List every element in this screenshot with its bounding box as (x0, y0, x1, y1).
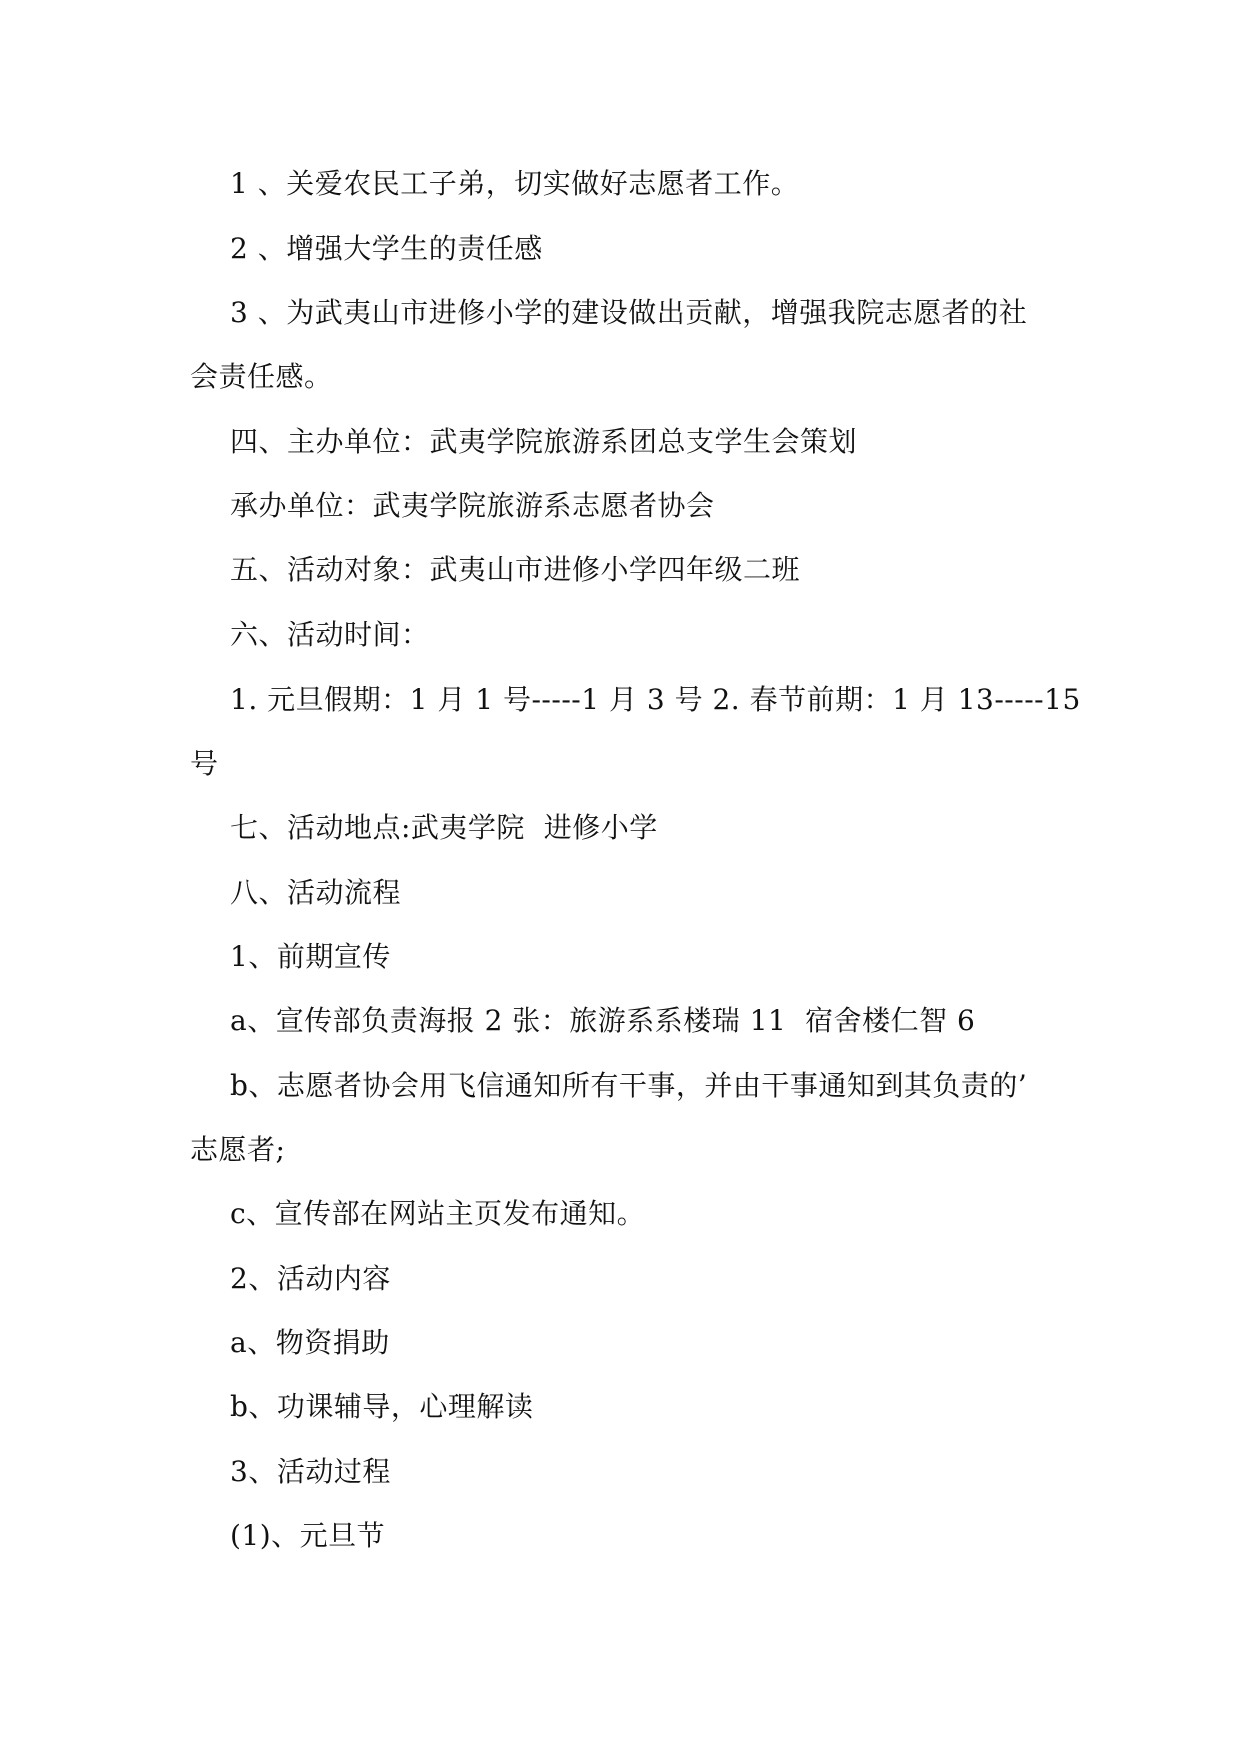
content-item-a: a、物资捐助 (230, 1326, 390, 1359)
procedure-heading: 3、活动过程 (230, 1455, 391, 1488)
content-item-b: b、功课辅导，心理解读 (230, 1390, 534, 1423)
location-heading: 七、活动地点:武夷学院 进修小学 (230, 811, 658, 844)
content-heading: 2、活动内容 (230, 1262, 391, 1295)
goal-item-3-line-1: 3 、为武夷山市进修小学的建设做出贡献，增强我院志愿者的社 (230, 296, 1028, 329)
goal-item-2: 2 、增强大学生的责任感 (230, 232, 543, 265)
promotion-item-c: c、宣传部在网站主页发布通知。 (230, 1197, 646, 1230)
process-heading: 八、活动流程 (230, 876, 402, 909)
audience-heading: 五、活动对象：武夷山市进修小学四年级二班 (230, 553, 801, 586)
co-organizer: 承办单位：武夷学院旅游系志愿者协会 (230, 489, 715, 522)
promotion-item-b-line-1: b、志愿者协会用飞信通知所有干事，并由干事通知到其负责的’ (230, 1069, 1028, 1102)
time-detail-line-1: 1. 元旦假期：1 月 1 号-----1 月 3 号 2. 春节前期：1 月 13-----15 (230, 683, 1081, 716)
promotion-item-b-line-2: 志愿者; (190, 1133, 286, 1166)
time-heading: 六、活动时间： (230, 618, 430, 651)
goal-item-3-line-2: 会责任感。 (190, 360, 333, 393)
time-detail-line-2: 号 (190, 747, 219, 780)
procedure-item-1: (1)、元旦节 (230, 1519, 386, 1552)
goal-item-1: 1 、关爱农民工子弟，切实做好志愿者工作。 (230, 167, 800, 200)
promotion-item-a: a、宣传部负责海报 2 张：旅游系系楼瑞 11 宿舍楼仁智 6 (230, 1004, 976, 1037)
promotion-heading: 1、前期宣传 (230, 940, 391, 973)
organizer-heading: 四、主办单位：武夷学院旅游系团总支学生会策划 (230, 425, 858, 458)
